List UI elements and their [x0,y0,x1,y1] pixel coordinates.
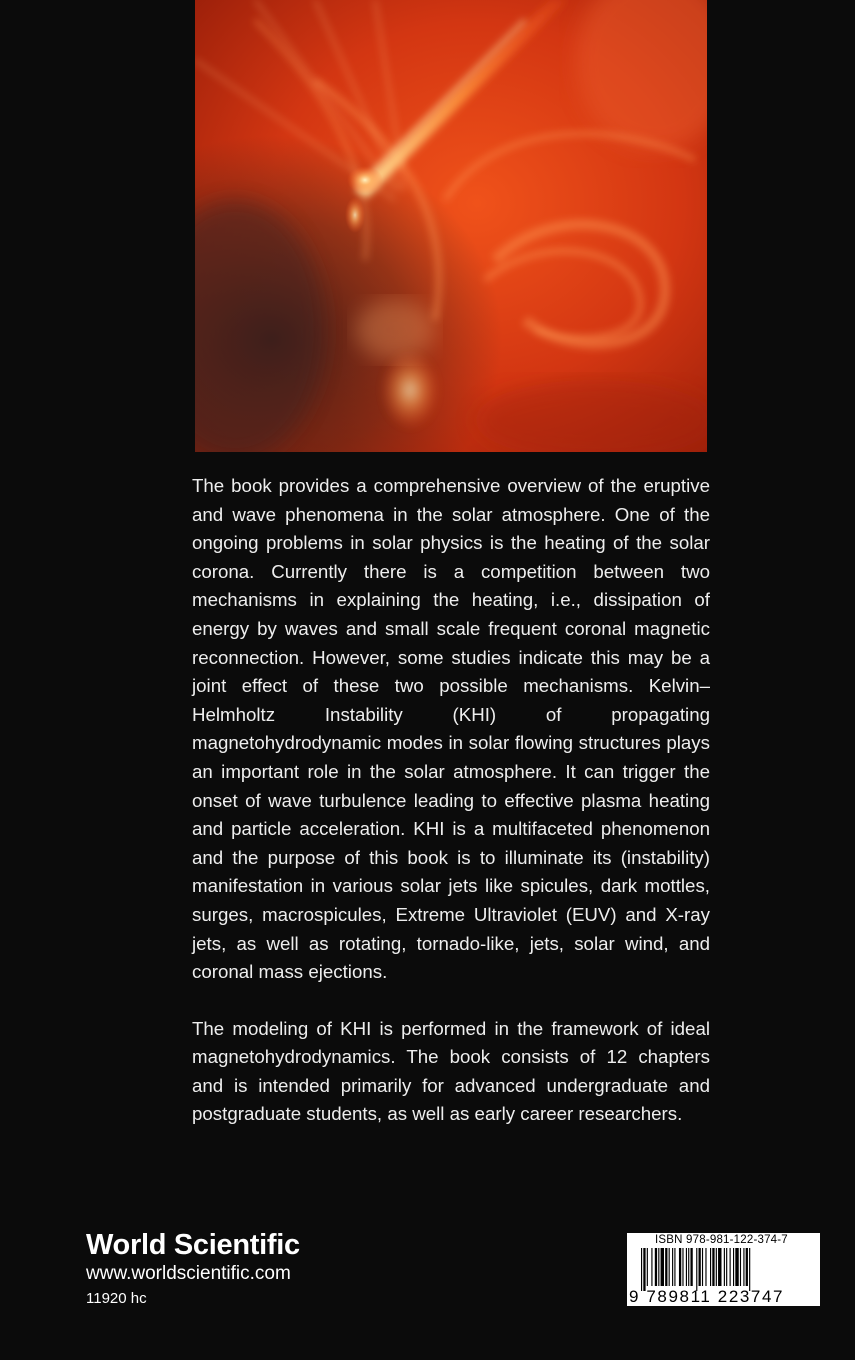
barcode-bars [627,1233,820,1291]
isbn-barcode [627,1233,820,1306]
publisher-code: 11920 hc [86,1290,147,1307]
isbn-label: ISBN 978-981-122-374-7 [655,1234,788,1246]
publisher-url: www.worldscientific.com [86,1263,291,1284]
solar-jet-illustration [195,0,707,452]
blurb-paragraph: The book provides a comprehensive overview of the eruptive and wave phenomena in the solar atmosphere. One of the ongoing problems in solar physics is the heating of the solar corona. Currently there is a competition between two mechanisms in explaining the heating, i.e., dissipation of energy by waves and small scale frequent coronal magnetic reconnection. However, some studies indicate this may be a joint effect of these two possible mechanisms. Kelvin–Helmholtz Instability (KHI) of propagating magnetohydrodynamic modes in solar flowing structures plays an important role in the solar atmosphere. It can trigger the onset of wave turbulence leading to effective plasma heating and particle acceleration. KHI is a multifaceted phenomenon and the purpose of this book is to illuminate its (instability) manifestation in various solar jets like spicules, dark mottles, surges, macrospicules, Extreme Ultraviolet (EUV) and X-ray jets, as well as rotating, tornado-like, jets, solar wind, and coronal mass ejections. [192,475,710,983]
barcode-digits: 9 789811 223747 [629,1287,785,1306]
blurb-paragraph: The modeling of KHI is performed in the framework of ideal magnetohydrodynamics. The book consists of 12 chapters and is intended primarily for advanced undergraduate and postgraduate students, as well as early career researchers. [192,1017,710,1125]
cover-solar-image [195,0,707,452]
publisher-block [86,1228,300,1310]
back-cover-blurb [192,472,710,1129]
publisher-name: World Scientific [86,1229,300,1261]
